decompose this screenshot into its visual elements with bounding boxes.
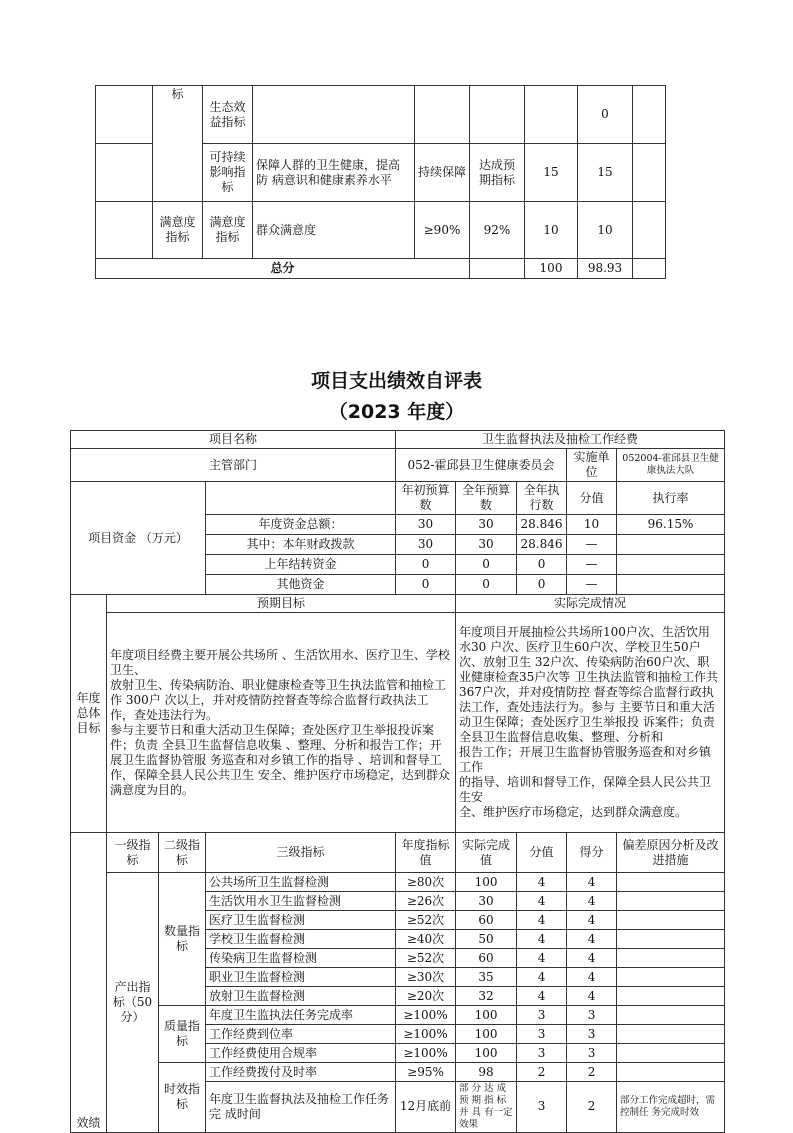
got: 2 <box>567 1082 617 1133</box>
fund-cell: 10 <box>567 515 617 535</box>
lvl0-cell <box>96 144 153 202</box>
score: 4 <box>517 968 567 987</box>
target: ≥80次 <box>396 873 456 892</box>
actual-cell: 达成预 期指标 <box>470 144 525 202</box>
target: ≥52次 <box>396 911 456 930</box>
actual: 50 <box>456 930 517 949</box>
note <box>617 911 725 930</box>
indicator: 生活饮用水卫生监督检测 <box>206 892 396 911</box>
ind-header: 二级指标 <box>159 833 206 873</box>
fund-cell: 0 <box>396 555 456 575</box>
got: 4 <box>567 892 617 911</box>
dept-value: 052-霍邱县卫生健康委员会 <box>396 449 567 482</box>
group-name: 数量指标 <box>159 873 206 1006</box>
fund-header: 全年预算数 <box>456 482 517 515</box>
group-name: 质量指标 <box>159 1006 206 1063</box>
score: 2 <box>517 1063 567 1082</box>
lvl0-cell <box>96 86 153 144</box>
expected-goal-text: 年度项目经费主要开展公共场所 、生活饮用水、医疗卫生、学校卫生、 放射卫生、传染病防治、职业健康检查等卫生执法监管和抽检工作 300户 次以上，并对疫情防控督查等综合监督行政执法工作，查处违法行为。 参与主要节日和重大活动卫生保障；查处医疗卫生举报投诉案件；负责 全县卫生监督信息收集 、整理、分析和报告工作；开展卫生监督协管服 务巡查和对乡镇工作的指导 、培训和督导工作，保障全县人民公共卫生 安全、维护医疗市场稳定，达到群众满意度为目的。 <box>107 613 456 833</box>
fund-row-label: 其中：本年财政拨款 <box>206 535 396 555</box>
indicator: 医疗卫生监督检测 <box>206 911 396 930</box>
score: 4 <box>517 892 567 911</box>
got: 4 <box>567 987 617 1006</box>
indicator: 工作经费到位率 <box>206 1025 396 1044</box>
ind-header: 年度指标值 <box>396 833 456 873</box>
actual: 60 <box>456 911 517 930</box>
goal-label: 年度总体目标 <box>71 595 107 833</box>
score: 4 <box>517 949 567 968</box>
lvl2-cell: 满意度指标 <box>203 202 253 259</box>
indicator: 工作经费使用合规率 <box>206 1044 396 1063</box>
note <box>617 892 725 911</box>
fund-cell: — <box>567 575 617 595</box>
actual-label: 实际完成情况 <box>456 595 725 613</box>
got: 4 <box>567 911 617 930</box>
fund-cell: 0 <box>456 575 517 595</box>
indicator: 公共场所卫生监督检测 <box>206 873 396 892</box>
got: 3 <box>567 1044 617 1063</box>
target-cell <box>415 86 470 144</box>
score: 3 <box>517 1082 567 1133</box>
fund-cell: 30 <box>456 535 517 555</box>
actual-cell: 92% <box>470 202 525 259</box>
got: 4 <box>567 968 617 987</box>
ind-header: 得分 <box>567 833 617 873</box>
score: 4 <box>517 911 567 930</box>
score: 3 <box>517 1006 567 1025</box>
fund-cell <box>617 535 725 555</box>
perf-label: 效绩 <box>71 833 107 1133</box>
note <box>617 968 725 987</box>
note <box>617 1044 725 1063</box>
fund-cell: 0 <box>517 555 567 575</box>
fund-cell: 28.846 <box>517 515 567 535</box>
target: ≥26次 <box>396 892 456 911</box>
fund-cell <box>617 555 725 575</box>
target: ≥40次 <box>396 930 456 949</box>
lvl1-cell: 满意度指标 <box>153 202 203 259</box>
note <box>617 987 725 1006</box>
fund-header: 分值 <box>567 482 617 515</box>
actual: 100 <box>456 1025 517 1044</box>
score: 3 <box>517 1044 567 1063</box>
fund-row-label: 上年结转资金 <box>206 555 396 575</box>
target-cell: 持续保障 <box>415 144 470 202</box>
actual: 100 <box>456 1044 517 1063</box>
score-cell <box>525 86 578 144</box>
note <box>617 1006 725 1025</box>
target: ≥100% <box>396 1006 456 1025</box>
score: 4 <box>517 930 567 949</box>
target: ≥100% <box>396 1025 456 1044</box>
fund-row-label: 其他资金 <box>206 575 396 595</box>
actual: 30 <box>456 892 517 911</box>
fund-cell <box>617 575 725 595</box>
fund-row-label: 年度资金总额： <box>206 515 396 535</box>
note: 部分工作完成超时，需控制任 务完成时效 <box>617 1082 725 1133</box>
fund-cell: 0 <box>517 575 567 595</box>
target: ≥95% <box>396 1063 456 1082</box>
lvl1-output: 产出指标（50分） <box>107 873 159 1133</box>
target: ≥30次 <box>396 968 456 987</box>
target-cell: ≥90% <box>415 202 470 259</box>
note <box>617 949 725 968</box>
note <box>617 930 725 949</box>
indicator: 放射卫生监督检测 <box>206 987 396 1006</box>
actual: 100 <box>456 873 517 892</box>
fund-cell: 28.846 <box>517 535 567 555</box>
note-cell <box>633 86 666 144</box>
got: 4 <box>567 873 617 892</box>
self-evaluation-table <box>70 430 725 1133</box>
lvl1-cell: 标 <box>153 86 203 202</box>
score-cell: 15 <box>525 144 578 202</box>
lvl2-cell: 可持续影响指标 <box>203 144 253 202</box>
total-actual-cell <box>470 259 525 279</box>
fund-cell: 96.15% <box>617 515 725 535</box>
got: 4 <box>567 949 617 968</box>
ind-header: 分值 <box>517 833 567 873</box>
total-label: 总分 <box>96 259 470 279</box>
fund-header: 全年执行数 <box>517 482 567 515</box>
expected-label: 预期目标 <box>107 595 456 613</box>
fund-cell: — <box>567 555 617 575</box>
fund-cell: 30 <box>396 535 456 555</box>
actual-goal-text: 年度项目开展抽检公共场所100户次、生活饮用水30 户次、医疗卫生60户次、学校卫生50户次、放射卫生 32户次、传染病防治60户次、职业健康检查35户次等 卫生执法监管和抽检工作共 367户次，并对疫情防控 督查等综合监督行政执法工作，查处违法行为。参与 主要节日和重大活动卫生保障；查处医疗卫生举报投 诉案件；负责全县卫生监督信息收集、整理、分析和 报告工作；开展卫生监督协管服务巡查和对乡镇工作 的指导、培训和督导工作，保障全县人民公共卫生安 全、维护医疗市场稳定，达到群众满意度。 <box>456 613 725 833</box>
fund-header-blank <box>206 482 396 515</box>
lvl2-cell: 生态效益指标 <box>203 86 253 144</box>
score: 3 <box>517 1025 567 1044</box>
got: 3 <box>567 1025 617 1044</box>
target: ≥20次 <box>396 987 456 1006</box>
fund-cell: 0 <box>396 575 456 595</box>
total-note-cell <box>633 259 666 279</box>
lvl0-cell <box>96 202 153 259</box>
ind-header: 一级指标 <box>107 833 159 873</box>
lvl3-cell: 保障人群的卫生健康，提高防 病意识和健康素养水平 <box>253 144 415 202</box>
indicator: 学校卫生监督检测 <box>206 930 396 949</box>
actual: 98 <box>456 1063 517 1082</box>
actual-cell <box>470 86 525 144</box>
continuation-table <box>95 85 666 279</box>
a-score-cell: 0 <box>578 86 633 144</box>
note-cell <box>633 202 666 259</box>
total-score: 100 <box>525 259 578 279</box>
ind-header: 偏差原因分析及改 进措施 <box>617 833 725 873</box>
note <box>617 1063 725 1082</box>
target: ≥100% <box>396 1044 456 1063</box>
actual: 32 <box>456 987 517 1006</box>
note-cell <box>633 144 666 202</box>
indicator: 年度卫生监督执法及抽检工作任务完 成时间 <box>206 1082 396 1133</box>
actual: 35 <box>456 968 517 987</box>
fund-header: 执行率 <box>617 482 725 515</box>
fund-cell: — <box>567 535 617 555</box>
fund-label: 项目资金 （万元） <box>71 482 206 595</box>
note <box>617 1025 725 1044</box>
dept-label: 主管部门 <box>71 449 396 482</box>
actual: 60 <box>456 949 517 968</box>
a-score-cell: 10 <box>578 202 633 259</box>
actual: 100 <box>456 1006 517 1025</box>
target: 12月底前 <box>396 1082 456 1133</box>
fund-cell: 30 <box>456 515 517 535</box>
impl-label: 实施单位 <box>567 449 617 482</box>
indicator: 年度卫生监执法任务完成率 <box>206 1006 396 1025</box>
fund-cell: 0 <box>456 555 517 575</box>
fund-cell: 30 <box>396 515 456 535</box>
indicator: 工作经费拨付及时率 <box>206 1063 396 1082</box>
score-cell: 10 <box>525 202 578 259</box>
score: 4 <box>517 873 567 892</box>
score: 4 <box>517 987 567 1006</box>
indicator: 传染病卫生监督检测 <box>206 949 396 968</box>
got: 3 <box>567 1006 617 1025</box>
ind-header: 三级指标 <box>206 833 396 873</box>
actual: 部 分 达 成 预 期 指 标 并 具 有一定效果 <box>456 1082 517 1133</box>
fund-header: 年初预算数 <box>396 482 456 515</box>
lvl3-cell: 群众满意度 <box>253 202 415 259</box>
got: 4 <box>567 930 617 949</box>
page-subtitle: （2023 年度） <box>328 401 465 423</box>
page-title: 项目支出绩效自评表 <box>310 370 482 392</box>
got: 2 <box>567 1063 617 1082</box>
indicator: 职业卫生监督检测 <box>206 968 396 987</box>
group-name: 时效指标 <box>159 1063 206 1133</box>
target: ≥52次 <box>396 949 456 968</box>
ind-header: 实际完成值 <box>456 833 517 873</box>
lvl3-cell <box>253 86 415 144</box>
impl-value: 052004-霍邱县卫生健康执法大队 <box>617 449 725 482</box>
project-name: 卫生监督执法及抽检工作经费 <box>396 431 725 449</box>
project-name-label: 项目名称 <box>71 431 396 449</box>
total-a-score: 98.93 <box>578 259 633 279</box>
a-score-cell: 15 <box>578 144 633 202</box>
note <box>617 873 725 892</box>
